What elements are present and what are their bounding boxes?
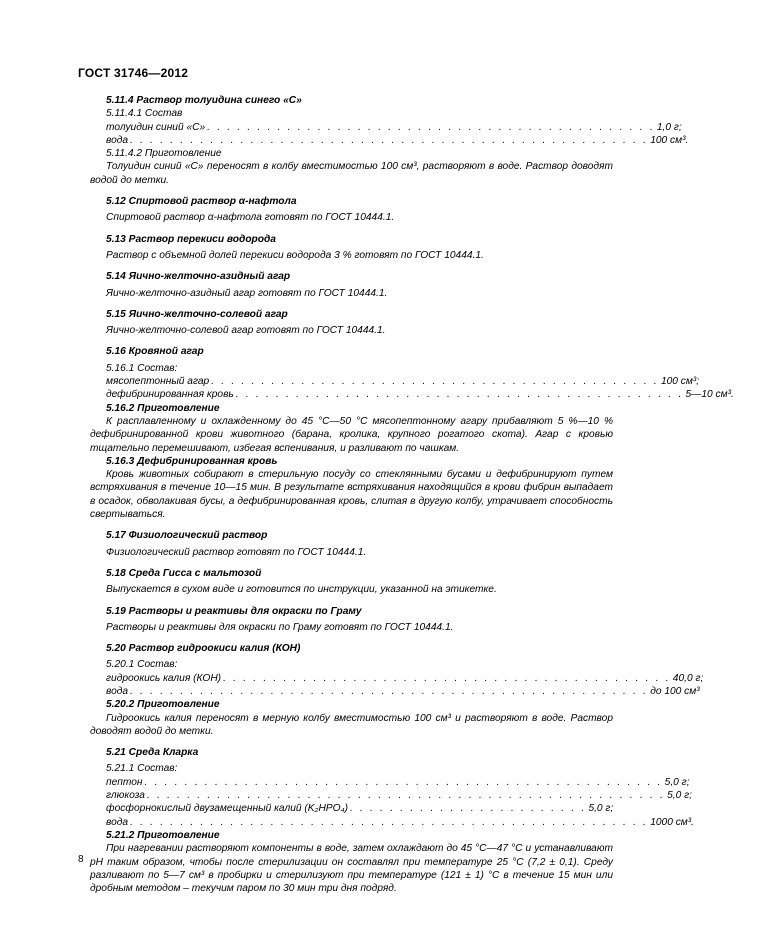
- paragraph: При нагревании растворяют компоненты в воде, затем охлаждают до 45 °С—47 °С и устанавливают рН таким образом, чтобы после стерилизации он составлял при температуре 25 °С (7,2 ± 0,1). Среду разливают по 5—7 см³ в пробирки и стерилизуют при температуре (121 ± 1) °С в течение 15 мин или дробным методом – текучим паром по 30 мин три дня подряд.: [90, 843, 613, 895]
- leader-dots: . . . . . . . . . . . . . . . . . . . . . . . . . . . . . . . . . . . . . . . . . . . . . . . . . . . .: [144, 776, 663, 788]
- composition-row: [106, 375, 700, 388]
- leader-dots: . . . . . . . . . . . . . . . . . . . . . . . . . . . . . . . . . . . . . . . . . . . . .: [235, 389, 684, 401]
- paragraph: Яично-желточно-солевой агар готовят по ГОСТ 10444.1.: [106, 325, 386, 337]
- component-name: вода: [106, 816, 129, 828]
- paragraph: Растворы и реактивы для окраски по Граму готовят по ГОСТ 10444.1.: [106, 621, 454, 633]
- leader-dots: . . . . . . . . . . . . . . . . . . . . . . . .: [350, 803, 587, 815]
- section-heading: 5.21 Среда Кларка: [106, 747, 199, 759]
- paragraph: Толуидин синий «С» переносят в колбу вместимостью 100 см³, растворяют в воде. Раствор доводят водой до метки.: [90, 161, 613, 186]
- section-heading: 5.19 Растворы и реактивы для окраски по Граму: [106, 605, 362, 617]
- component-name: глюкоза: [106, 790, 145, 802]
- component-amount: 1000 см³.: [650, 816, 694, 828]
- section-heading: 5.15 Яично-желточно-солевой агар: [106, 308, 288, 320]
- subsection-heading: 5.16.3 Дефибринированная кровь: [106, 455, 278, 467]
- composition-row: [106, 776, 690, 789]
- subsection-heading: 5.20.2 Приготовление: [106, 699, 220, 711]
- leader-dots: . . . . . . . . . . . . . . . . . . . . . . . . . . . . . . . . . . . . . . . . . . . . . . . . . . . .: [130, 685, 649, 697]
- leader-dots: . . . . . . . . . . . . . . . . . . . . . . . . . . . . . . . . . . . . . . . . . . . . .: [211, 376, 659, 388]
- section-heading: 5.17 Физиологический раствор: [106, 530, 268, 542]
- subsection-label: 5.21.1 Состав:: [106, 763, 178, 775]
- section-heading: 5.18 Среда Гисса с мальтозой: [106, 567, 262, 579]
- subsection-label: 5.11.4.1 Состав: [106, 108, 183, 120]
- subsection-heading: 5.16.2 Приготовление: [106, 402, 220, 414]
- section-heading: 5.13 Раствор перекиси водорода: [106, 233, 276, 245]
- component-amount: 100 см³;: [660, 376, 700, 388]
- paragraph: К расплавленному и охлажденному до 45 °С—50 °С мясопептонному агару прибавляют 5 %—10 % дефибринированной крови животного (барана, кролика, крупного рогатого скота). Агар с кровью тщательно перемешивают, избегая вспенивания, и разливают по чашкам.: [90, 415, 613, 454]
- paragraph: Выпускается в сухом виде и готовится по инструкции, указанной на этикетке.: [106, 584, 497, 596]
- composition-row: [106, 802, 613, 815]
- component-name: мясопептонный агар: [106, 376, 210, 388]
- subsection-heading: 5.21.2 Приготовление: [106, 829, 220, 841]
- composition-row: [106, 685, 700, 698]
- document-header: ГОСТ 31746—2012: [78, 66, 189, 80]
- leader-dots: . . . . . . . . . . . . . . . . . . . . . . . . . . . . . . . . . . . . . . . . . . . . . . . . . . . .: [146, 790, 666, 802]
- composition-row: [106, 672, 704, 685]
- component-name: фосфорнокислый двузамещенный калий (K₂HPO₄): [106, 803, 348, 815]
- composition-row: [106, 121, 682, 134]
- subsection-label: 5.16.1 Состав:: [106, 362, 178, 374]
- composition-row: [106, 789, 692, 802]
- component-amount: 40,0 г;: [672, 672, 704, 684]
- component-name: вода: [106, 685, 129, 697]
- component-name: дефибринированная кровь: [106, 389, 234, 401]
- component-amount: 5—10 см³.: [685, 389, 734, 401]
- paragraph: Кровь животных собирают в стерильную посуду со стеклянными бусами и дефибринируют путем встряхивания в течение 10—15 мин. В результате встряхивания находящийся в крови фибрин выпадает в осадок, обволакивая бусы, а дефибринированная кровь, слитая в другую колбу, утрачивает способность свертываться.: [90, 469, 613, 521]
- component-name: пептон: [106, 776, 143, 788]
- component-amount: 5,0 г;: [664, 776, 690, 788]
- section-heading: 5.11.4 Раствор толуидина синего «С»: [106, 95, 302, 106]
- section-heading: 5.20 Раствор гидроокиси калия (КОН): [106, 643, 301, 655]
- component-amount: 5,0 г;: [588, 803, 614, 815]
- subsection-label: 5.11.4.2 Приготовление: [106, 148, 222, 160]
- composition-row: [106, 134, 689, 147]
- component-amount: 100 см³.: [650, 134, 689, 146]
- composition-row: [106, 816, 694, 829]
- page-number: 8: [78, 854, 84, 865]
- leader-dots: . . . . . . . . . . . . . . . . . . . . . . . . . . . . . . . . . . . . . . . . . . . . . . . . . . . .: [130, 134, 649, 146]
- component-name: толуидин синий «С»: [106, 121, 206, 133]
- section-heading: 5.16 Кровяной агар: [106, 346, 204, 358]
- paragraph: Спиртовой раствор α-нафтола готовят по ГОСТ 10444.1.: [106, 212, 395, 224]
- section-heading: 5.14 Яично-желточно-азидный агар: [106, 271, 291, 283]
- composition-row: [106, 388, 734, 401]
- paragraph: Гидроокись калия переносят в мерную колбу вместимостью 100 см³ и растворяют в воде. Раствор доводят водой до метки.: [90, 712, 613, 737]
- component-amount: 5,0 г;: [667, 790, 692, 802]
- component-amount: 1,0 г;: [656, 121, 682, 133]
- leader-dots: . . . . . . . . . . . . . . . . . . . . . . . . . . . . . . . . . . . . . . . . . . . . .: [223, 672, 671, 684]
- leader-dots: . . . . . . . . . . . . . . . . . . . . . . . . . . . . . . . . . . . . . . . . . . . . . . . . . . . .: [130, 816, 649, 828]
- paragraph: Яично-желточно-азидный агар готовят по ГОСТ 10444.1.: [106, 287, 388, 299]
- subsection-label: 5.20.1 Состав:: [106, 659, 178, 671]
- section-heading: 5.12 Спиртовой раствор α-нафтола: [106, 196, 297, 208]
- document-body: [90, 94, 734, 895]
- leader-dots: . . . . . . . . . . . . . . . . . . . . . . . . . . . . . . . . . . . . . . . . . . . . .: [207, 121, 655, 133]
- component-name: вода: [106, 134, 129, 146]
- paragraph: Раствор с объемной долей перекиси водорода 3 % готовят по ГОСТ 10444.1.: [106, 249, 484, 261]
- paragraph: Физиологический раствор готовят по ГОСТ 10444.1.: [106, 546, 367, 558]
- component-amount: до 100 см³: [650, 685, 700, 697]
- component-name: гидроокись калия (КОН): [106, 672, 222, 684]
